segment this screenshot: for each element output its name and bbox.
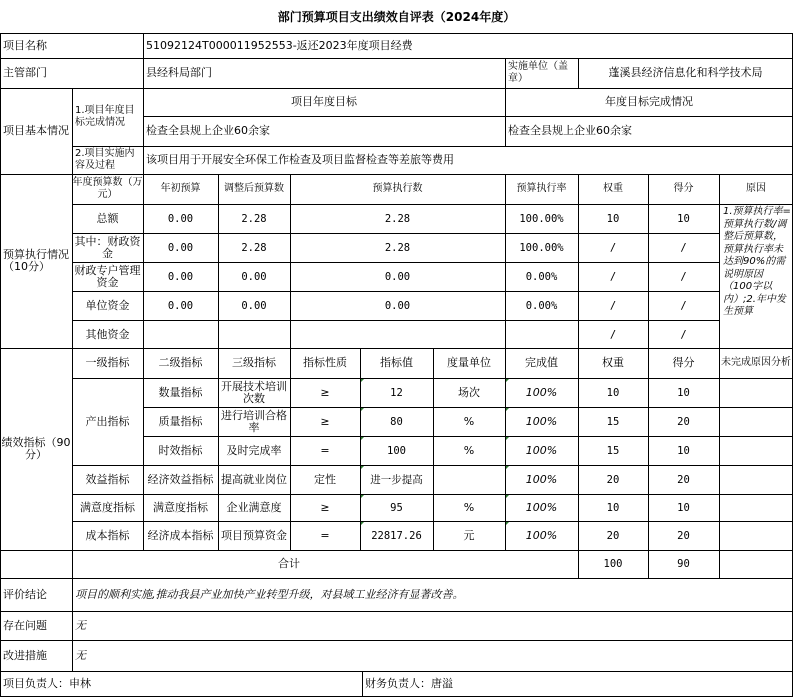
budget-header-1: 年初预算 xyxy=(160,183,201,194)
grid-line xyxy=(72,291,720,292)
perf-score: 20 xyxy=(677,473,690,486)
grid-line xyxy=(72,262,720,263)
perf-weight: 20 xyxy=(606,529,620,542)
perf-level3: 项目预算资金 xyxy=(221,528,287,542)
perf-level1-cost: 成本指标 xyxy=(85,528,130,542)
perf-header-0: 一级指标 xyxy=(85,356,130,369)
budget-header-6: 得分 xyxy=(673,183,694,194)
grid-line xyxy=(648,550,649,579)
grid-line xyxy=(143,116,793,117)
perf-level3: 提高就业岗位 xyxy=(221,472,287,486)
perf-done: 100% xyxy=(505,521,578,550)
perf-unit: % xyxy=(463,443,475,457)
grid-line xyxy=(0,640,793,641)
budget-initial: 0.00 xyxy=(167,299,194,312)
budget-initial: 0.00 xyxy=(167,241,194,254)
budget-header-0: 年度预算数（万元） xyxy=(72,177,143,200)
finance-field xyxy=(362,671,793,697)
perf-nature: ≥ xyxy=(320,414,330,428)
grid-line xyxy=(72,521,793,522)
grid-line xyxy=(143,407,793,408)
perf-done: 100% xyxy=(505,494,578,521)
budget-row-label: 其他资金 xyxy=(85,327,130,341)
perf-weight: 20 xyxy=(606,473,620,486)
perf-header-2: 三级指标 xyxy=(232,356,276,369)
table-title: 部门预算项目支出绩效自评表（2024年度） xyxy=(277,9,516,24)
grid-line xyxy=(143,33,144,89)
goal-done-value: 检查全县规上企业60余家 xyxy=(508,124,632,137)
perf-value: 进一步提高 xyxy=(360,465,433,494)
impl-unit-label: 实施单位（盖章） xyxy=(508,61,568,84)
budget-adjusted xyxy=(218,320,290,349)
perf-level3: 企业满意度 xyxy=(226,500,282,514)
perf-header-6: 完成值 xyxy=(525,356,558,369)
budget-header-5: 权重 xyxy=(603,183,623,194)
perf-nature: 定性 xyxy=(314,472,336,486)
perf-score: 10 xyxy=(677,501,690,514)
perf-weight: 15 xyxy=(606,415,620,428)
grid-line xyxy=(0,33,793,34)
total-score: 90 xyxy=(677,558,690,570)
budget-rate: 100.00% xyxy=(519,212,564,225)
budget-executed: 2.28 xyxy=(384,212,411,225)
goal-header: 项目年度目标 xyxy=(291,95,357,108)
leader-value: 申林 xyxy=(69,677,91,690)
total-label: 合计 xyxy=(278,557,300,570)
goal-value: 检查全县规上企业60余家 xyxy=(146,124,270,137)
budget-header-3: 预算执行数 xyxy=(372,183,423,194)
budget-score: / xyxy=(680,299,687,312)
grid-line xyxy=(72,578,73,672)
grid-line xyxy=(72,233,720,234)
conclusion-value: 项目的顺利实施,推动我县产业加快产业转型升级，对县域工业经济有显著改善。 xyxy=(75,587,464,601)
budget-rate: 0.00% xyxy=(525,270,558,283)
grid-line xyxy=(72,204,793,205)
budget-row-label: 总额 xyxy=(96,211,119,225)
perf-unit: % xyxy=(463,500,475,514)
budget-initial: 0.00 xyxy=(167,212,194,225)
grid-line xyxy=(72,378,793,379)
issues-label: 存在问题 xyxy=(3,618,47,632)
budget-reason: 1.预算执行率=预算执行数/调整后预算数，预算执行率未达到90%的需说明原因（100字以内）;2.年中发生预算 xyxy=(723,206,791,317)
budget-rate: 100.00% xyxy=(519,241,564,254)
perf-nature: ≥ xyxy=(320,500,330,514)
perf-value: 22817.26 xyxy=(360,521,433,550)
perf-done: 100% xyxy=(505,465,578,494)
budget-executed xyxy=(290,320,505,349)
basic-goal-label: 1.项目年度目标完成情况 xyxy=(75,105,135,128)
budget-header-2: 调整后预算数 xyxy=(224,183,284,194)
project-name-value: 51092124T000011952553-返还2023年度项目经费 xyxy=(146,38,413,52)
grid-line xyxy=(0,348,793,349)
goal-done-header: 年度目标完成情况 xyxy=(605,95,693,108)
perf-level2: 经济成本指标 xyxy=(147,528,214,542)
budget-header-7: 原因 xyxy=(746,183,766,194)
total-weight: 100 xyxy=(603,558,623,570)
perf-value: 12 xyxy=(360,378,433,407)
grid-line xyxy=(0,578,793,579)
improve-label: 改进措施 xyxy=(3,648,47,662)
perf-level1-satisfaction: 满意度指标 xyxy=(80,500,135,514)
perf-weight: 15 xyxy=(606,444,620,457)
perf-score: 10 xyxy=(677,444,690,457)
perf-value: 80 xyxy=(360,407,433,436)
grid-line xyxy=(0,88,793,89)
perf-unit: 元 xyxy=(463,528,475,542)
grid-line xyxy=(0,174,793,175)
basic-process-label: 2.项目实施内容及过程 xyxy=(75,148,135,171)
perf-level3: 进行培训合格率 xyxy=(221,408,287,434)
budget-row-label: 财政专户管理资金 xyxy=(74,263,141,289)
grid-line xyxy=(0,671,793,672)
grid-line xyxy=(0,611,793,612)
budget-score: / xyxy=(680,241,687,254)
grid-line xyxy=(72,146,793,147)
perf-value: 100 xyxy=(360,436,433,465)
budget-executed: 0.00 xyxy=(384,299,411,312)
budget-initial xyxy=(143,320,218,349)
perf-header-8: 得分 xyxy=(672,356,695,369)
grid-line xyxy=(0,58,793,59)
budget-weight: / xyxy=(609,241,617,254)
budget-weight: / xyxy=(609,299,617,312)
budget-weight: / xyxy=(609,270,617,283)
department-value: 县经科局部门 xyxy=(146,66,212,79)
grid-line xyxy=(0,33,1,697)
perf-unit: 场次 xyxy=(458,385,480,399)
perf-unit xyxy=(433,465,505,494)
project-name-label: 项目名称 xyxy=(3,38,47,52)
perf-value: 95 xyxy=(360,494,433,521)
perf-level1-output: 产出指标 xyxy=(85,414,130,428)
perf-header-5: 度量单位 xyxy=(447,356,491,369)
leader-field xyxy=(0,671,362,697)
grid-line xyxy=(143,436,793,437)
perf-score: 20 xyxy=(677,415,690,428)
budget-adjusted: 2.28 xyxy=(241,212,267,225)
perf-done: 100% xyxy=(505,378,578,407)
grid-line xyxy=(0,550,793,551)
perf-done: 100% xyxy=(505,407,578,436)
budget-rate xyxy=(505,320,578,349)
perf-section-label: 绩效指标（90分） xyxy=(1,436,71,461)
grid-line xyxy=(72,494,793,495)
perf-header-4: 指标值 xyxy=(380,356,413,369)
budget-adjusted: 2.28 xyxy=(241,241,267,254)
budget-weight: 10 xyxy=(606,212,620,225)
process-value: 该项目用于开展安全环保工作检查及项目监督检查等差旅等费用 xyxy=(146,153,454,166)
perf-level2: 时效指标 xyxy=(158,443,203,457)
grid-line xyxy=(505,58,506,89)
budget-rate: 0.00% xyxy=(525,299,558,312)
department-label: 主管部门 xyxy=(3,66,47,79)
perf-weight: 10 xyxy=(606,501,620,514)
perf-level2: 数量指标 xyxy=(158,385,203,399)
perf-done: 100% xyxy=(505,436,578,465)
perf-unit: % xyxy=(463,414,475,428)
budget-score: / xyxy=(680,270,687,283)
grid-line xyxy=(505,88,506,147)
budget-section-label: 预算执行情况（10分） xyxy=(3,248,69,273)
conclusion-label: 评价结论 xyxy=(3,587,47,601)
grid-line xyxy=(72,320,720,321)
basic-info-label: 项目基本情况 xyxy=(3,124,69,137)
perf-level2: 满意度指标 xyxy=(153,500,208,514)
budget-row-label: 其中：财政资金 xyxy=(74,234,141,260)
issues-value: 无 xyxy=(75,618,86,632)
grid-line xyxy=(719,550,720,579)
budget-adjusted: 0.00 xyxy=(241,270,267,283)
budget-score: / xyxy=(680,328,687,341)
perf-nature: ≥ xyxy=(320,385,330,399)
grid-line xyxy=(72,174,73,579)
budget-weight: / xyxy=(609,328,617,341)
budget-row-label: 单位资金 xyxy=(85,298,130,312)
perf-level3: 开展技术培训次数 xyxy=(221,379,287,405)
perf-header-7: 权重 xyxy=(602,356,624,369)
finance-value: 唐溢 xyxy=(431,677,453,690)
improve-value: 无 xyxy=(75,648,86,662)
perf-score: 10 xyxy=(677,386,690,399)
perf-level3: 及时完成率 xyxy=(226,443,282,457)
grid-line xyxy=(143,88,144,175)
grid-line xyxy=(578,58,579,89)
finance-label: 财务负责人： xyxy=(365,677,431,690)
budget-header-4: 预算执行率 xyxy=(516,183,567,194)
grid-line xyxy=(362,671,363,697)
budget-initial: 0.00 xyxy=(167,270,194,283)
perf-header-9: 未完成原因分析 xyxy=(721,357,791,368)
grid-line xyxy=(72,88,73,175)
perf-header-1: 二级指标 xyxy=(158,356,203,369)
budget-score: 10 xyxy=(677,212,690,225)
perf-nature: = xyxy=(320,528,330,542)
perf-level2: 质量指标 xyxy=(158,414,203,428)
perf-level1-benefit: 效益指标 xyxy=(85,472,130,486)
perf-nature: = xyxy=(320,443,330,457)
perf-weight: 10 xyxy=(606,386,620,399)
budget-executed: 0.00 xyxy=(384,270,411,283)
perf-level2: 经济效益指标 xyxy=(147,472,214,486)
budget-adjusted: 0.00 xyxy=(241,299,267,312)
grid-line xyxy=(578,550,579,579)
impl-unit-value: 蓬溪县经济信息化和科学技术局 xyxy=(608,66,763,79)
perf-header-3: 指标性质 xyxy=(303,356,347,369)
grid-line xyxy=(72,465,793,466)
budget-executed: 2.28 xyxy=(384,241,411,254)
leader-label: 项目负责人： xyxy=(3,677,69,690)
perf-score: 20 xyxy=(677,529,690,542)
